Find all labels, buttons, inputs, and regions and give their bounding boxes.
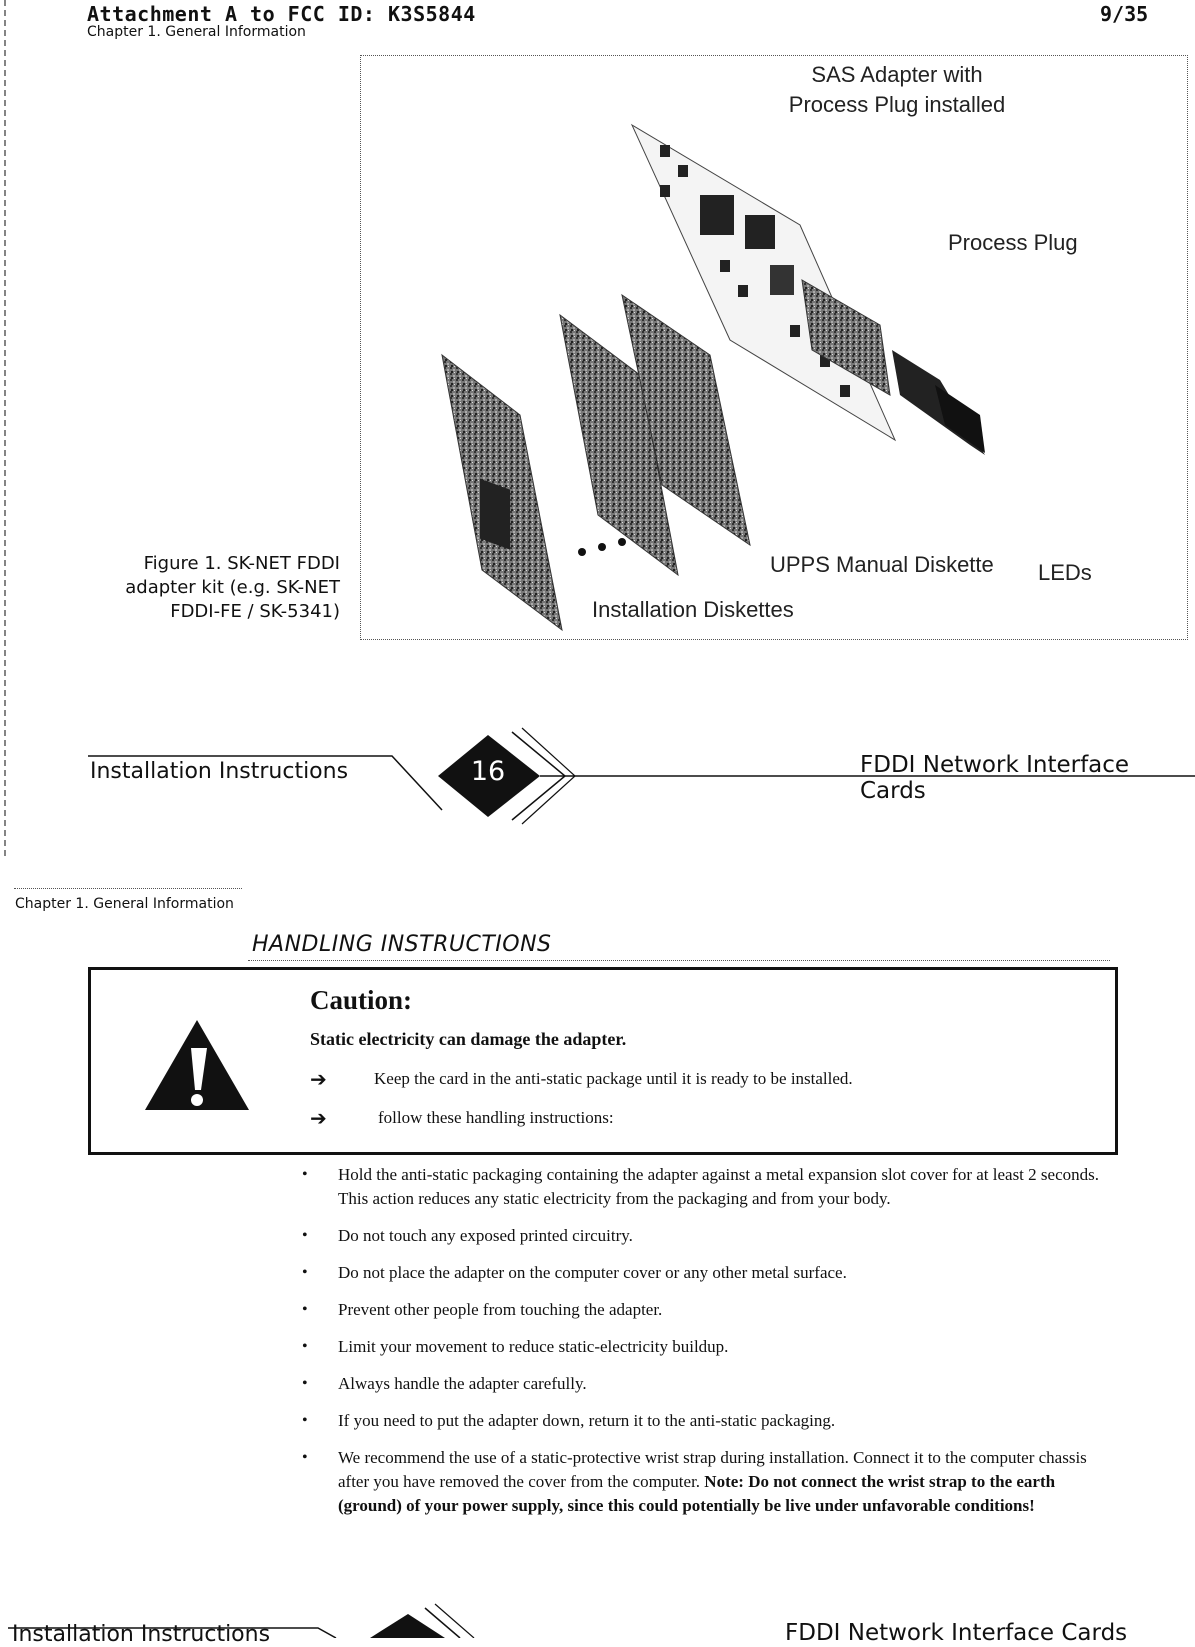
- list-item: • If you need to put the adapter down, return it to the anti-static packaging.: [300, 1409, 1100, 1433]
- warning-icon: [145, 1018, 250, 1113]
- list-item: • Do not place the adapter on the computer cover or any other metal surface.: [300, 1261, 1100, 1285]
- figure-caption: Figure 1. SK-NET FDDI adapter kit (e.g. SK-NET FDDI-FE / SK-5341): [125, 553, 340, 622]
- list-item: [300, 1446, 1100, 1518]
- diskette-1: [442, 355, 562, 630]
- chapter-label: Chapter 1. General Information: [15, 896, 234, 912]
- section-rule: [248, 960, 1110, 961]
- label-process-plug: Process Plug: [948, 230, 1078, 255]
- footer-right-label: FDDI Network Interface Cards: [785, 1620, 1128, 1646]
- list-item: • Do not touch any exposed printed circuitry.: [300, 1224, 1100, 1248]
- page-number: 16: [470, 756, 506, 787]
- footer-left-label: Installation Instructions: [90, 759, 349, 784]
- ellipsis-dot: [618, 538, 626, 546]
- label-leds: LEDs: [1038, 560, 1092, 585]
- list-item: • Hold the anti-static packaging containing the adapter against a metal expansion slot cover for at least 2 seconds. This action reduces any static electricity from the packaging and from your body.: [300, 1163, 1100, 1211]
- handling-instructions-list: [300, 1163, 1100, 1531]
- chapter-label: Chapter 1. General Information: [87, 24, 306, 40]
- caution-title: Caution:: [310, 985, 413, 1015]
- arrow-icon: ➔: [310, 1106, 327, 1130]
- label-sas-adapter: SAS Adapter with Process Plug installed: [788, 62, 1006, 117]
- caution-subtitle: Static electricity can damage the adapter.: [310, 1029, 627, 1049]
- list-item: • Limit your movement to reduce static-electricity buildup.: [300, 1335, 1100, 1359]
- arrow-icon: ➔: [310, 1067, 327, 1091]
- wrist-strap-note: Note: Do not connect the wrist strap to the earth (ground) of your power supply, since this could potentially be live under unfavorable conditions!: [338, 1472, 1056, 1515]
- chapter-rule: [14, 888, 242, 889]
- list-item: • Prevent other people from touching the adapter.: [300, 1298, 1100, 1322]
- footer-left-label: Installation Instructions: [12, 1622, 271, 1647]
- caution-item: follow these handling instructions:: [378, 1108, 614, 1127]
- ellipsis-dot: [598, 543, 606, 551]
- label-upps-manual: UPPS Manual Diskette: [770, 552, 994, 577]
- list-item: • Always handle the adapter carefully.: [300, 1372, 1100, 1396]
- footer-right-label: FDDI Network Interface Cards: [860, 752, 1130, 804]
- wrist-strap-text: We recommend the use of a static-protective wrist strap during installation. Connect it to the computer chassis after you have removed the cover from the computer.: [338, 1448, 1087, 1491]
- page-counter: 9/35: [1100, 2, 1149, 26]
- caution-item: Keep the card in the anti-static package until it is ready to be installed.: [374, 1069, 853, 1088]
- label-installation-diskettes: Installation Diskettes: [592, 597, 794, 622]
- section-title: HANDLING INSTRUCTIONS: [252, 932, 552, 957]
- document-header-title: Attachment A to FCC ID: K3S5844: [87, 2, 476, 26]
- led-bracket: [892, 350, 985, 455]
- ellipsis-dot: [578, 548, 586, 556]
